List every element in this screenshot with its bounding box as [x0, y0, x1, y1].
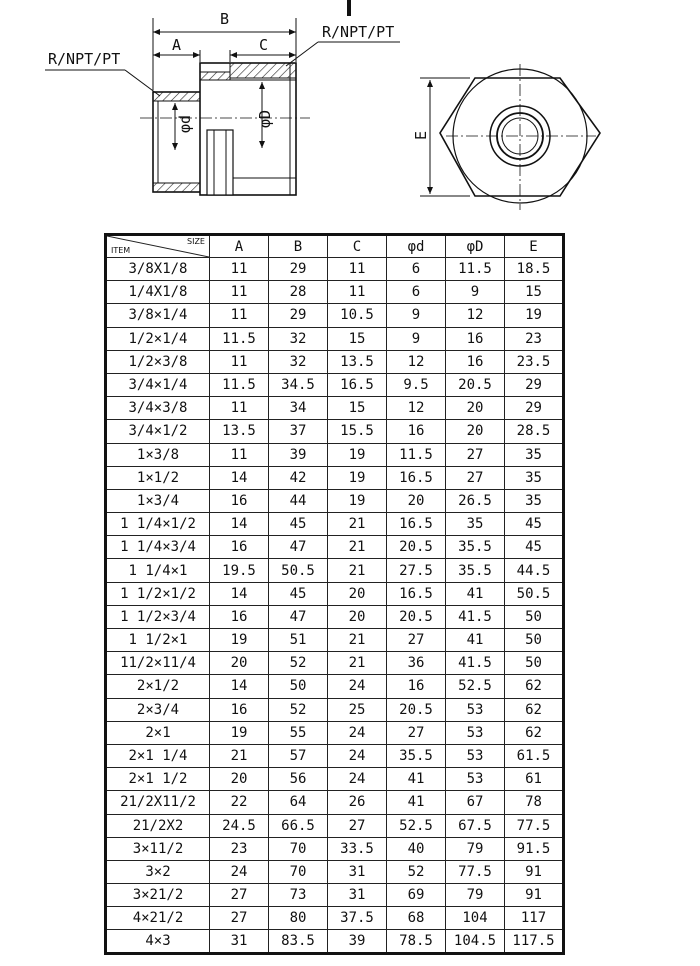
size-cell: 1 1/4×3/4: [106, 536, 210, 559]
table-row: [106, 466, 564, 489]
table-header-row: [106, 235, 564, 258]
col-header-d-small: φd: [387, 235, 446, 258]
value-cell: 21: [328, 513, 387, 536]
value-cell: 16: [446, 350, 505, 373]
value-cell: 23: [210, 837, 269, 860]
value-cell: 27.5: [387, 559, 446, 582]
value-cell: 50.5: [505, 582, 564, 605]
value-cell: 31: [328, 860, 387, 883]
value-cell: 6: [387, 258, 446, 281]
table-row: [106, 907, 564, 930]
table-row: [106, 327, 564, 350]
size-cell: 3/8×1/4: [106, 304, 210, 327]
value-cell: 91: [505, 860, 564, 883]
value-cell: 16: [210, 698, 269, 721]
value-cell: 62: [505, 675, 564, 698]
size-cell: 4×3: [106, 930, 210, 954]
spec-table-body: [106, 258, 564, 954]
value-cell: 53: [446, 721, 505, 744]
value-cell: 14: [210, 513, 269, 536]
value-cell: 11: [210, 281, 269, 304]
value-cell: 77.5: [505, 814, 564, 837]
value-cell: 15: [328, 327, 387, 350]
value-cell: 68: [387, 907, 446, 930]
value-cell: 20: [446, 397, 505, 420]
dim-a-label: A: [172, 36, 182, 54]
value-cell: 73: [269, 884, 328, 907]
value-cell: 20: [328, 582, 387, 605]
value-cell: 78: [505, 791, 564, 814]
table-row: [106, 536, 564, 559]
value-cell: 11.5: [446, 258, 505, 281]
value-cell: 62: [505, 698, 564, 721]
table-row: [106, 791, 564, 814]
value-cell: 53: [446, 768, 505, 791]
value-cell: 51: [269, 629, 328, 652]
size-cell: 3/4×3/8: [106, 397, 210, 420]
size-cell: 2×1: [106, 721, 210, 744]
value-cell: 16: [210, 605, 269, 628]
size-cell: 21/2X11/2: [106, 791, 210, 814]
side-view: [140, 63, 310, 195]
value-cell: 13.5: [210, 420, 269, 443]
value-cell: 9: [387, 304, 446, 327]
value-cell: 21: [328, 629, 387, 652]
value-cell: 16: [387, 420, 446, 443]
value-cell: 14: [210, 675, 269, 698]
value-cell: 24: [328, 721, 387, 744]
spec-table: [104, 233, 565, 955]
value-cell: 44.5: [505, 559, 564, 582]
value-cell: 52: [387, 860, 446, 883]
corner-size-label: SIZE: [187, 237, 205, 246]
size-cell: 1/4X1/8: [106, 281, 210, 304]
value-cell: 56: [269, 768, 328, 791]
value-cell: 16: [387, 675, 446, 698]
value-cell: 47: [269, 536, 328, 559]
value-cell: 37.5: [328, 907, 387, 930]
value-cell: 11: [210, 397, 269, 420]
value-cell: 29: [269, 304, 328, 327]
value-cell: 35: [505, 489, 564, 512]
value-cell: 41.5: [446, 652, 505, 675]
value-cell: 15: [505, 281, 564, 304]
value-cell: 66.5: [269, 814, 328, 837]
size-cell: 3/8X1/8: [106, 258, 210, 281]
table-row: [106, 605, 564, 628]
value-cell: 50: [269, 675, 328, 698]
value-cell: 24: [328, 744, 387, 767]
value-cell: 14: [210, 582, 269, 605]
value-cell: 37: [269, 420, 328, 443]
value-cell: 11: [210, 443, 269, 466]
value-cell: 52: [269, 698, 328, 721]
table-row: [106, 652, 564, 675]
value-cell: 16: [210, 489, 269, 512]
table-row: [106, 420, 564, 443]
value-cell: 29: [505, 397, 564, 420]
value-cell: 34: [269, 397, 328, 420]
value-cell: 39: [269, 443, 328, 466]
value-cell: 24: [328, 768, 387, 791]
table-row: [106, 930, 564, 954]
value-cell: 21: [328, 536, 387, 559]
value-cell: 41: [387, 768, 446, 791]
value-cell: 11.5: [387, 443, 446, 466]
value-cell: 26.5: [446, 489, 505, 512]
value-cell: 50: [505, 629, 564, 652]
value-cell: 41: [446, 629, 505, 652]
value-cell: 9.5: [387, 373, 446, 396]
value-cell: 19.5: [210, 559, 269, 582]
dim-d-large-label: φD: [256, 109, 274, 128]
value-cell: 41: [446, 582, 505, 605]
value-cell: 11: [210, 258, 269, 281]
size-cell: 1 1/4×1: [106, 559, 210, 582]
value-cell: 40: [387, 837, 446, 860]
value-cell: 53: [446, 744, 505, 767]
value-cell: 62: [505, 721, 564, 744]
table-row: [106, 814, 564, 837]
value-cell: 19: [210, 629, 269, 652]
table-row: [106, 837, 564, 860]
value-cell: 16.5: [387, 582, 446, 605]
table-row: [106, 350, 564, 373]
value-cell: 11: [210, 304, 269, 327]
value-cell: 24: [328, 675, 387, 698]
value-cell: 91: [505, 884, 564, 907]
table-row: [106, 304, 564, 327]
table-row: [106, 443, 564, 466]
dim-c-label: C: [259, 36, 269, 54]
value-cell: 10.5: [328, 304, 387, 327]
value-cell: 44: [269, 489, 328, 512]
value-cell: 20.5: [387, 536, 446, 559]
value-cell: 117: [505, 907, 564, 930]
value-cell: 27: [328, 814, 387, 837]
size-cell: 1 1/2×1/2: [106, 582, 210, 605]
value-cell: 35: [505, 466, 564, 489]
value-cell: 22: [210, 791, 269, 814]
thread-right-label: R/NPT/PT: [322, 23, 395, 41]
value-cell: 11: [210, 350, 269, 373]
technical-drawing: [0, 0, 700, 230]
value-cell: 16.5: [387, 466, 446, 489]
value-cell: 47: [269, 605, 328, 628]
size-cell: 2×1 1/2: [106, 768, 210, 791]
value-cell: 16.5: [328, 373, 387, 396]
value-cell: 52.5: [446, 675, 505, 698]
value-cell: 33.5: [328, 837, 387, 860]
value-cell: 16: [446, 327, 505, 350]
value-cell: 25: [328, 698, 387, 721]
value-cell: 20: [210, 652, 269, 675]
value-cell: 11.5: [210, 327, 269, 350]
table-row: [106, 489, 564, 512]
size-cell: 2×1 1/4: [106, 744, 210, 767]
value-cell: 53: [446, 698, 505, 721]
value-cell: 15: [328, 397, 387, 420]
value-cell: 52.5: [387, 814, 446, 837]
value-cell: 6: [387, 281, 446, 304]
value-cell: 20: [387, 489, 446, 512]
col-header-e: E: [505, 235, 564, 258]
size-cell: 3×2: [106, 860, 210, 883]
value-cell: 18.5: [505, 258, 564, 281]
value-cell: 28.5: [505, 420, 564, 443]
value-cell: 35: [446, 513, 505, 536]
value-cell: 67: [446, 791, 505, 814]
value-cell: 13.5: [328, 350, 387, 373]
table-row: [106, 559, 564, 582]
value-cell: 24: [210, 860, 269, 883]
value-cell: 16.5: [387, 513, 446, 536]
table-row: [106, 768, 564, 791]
table-row: [106, 860, 564, 883]
value-cell: 29: [505, 373, 564, 396]
value-cell: 35.5: [446, 536, 505, 559]
col-header-a: A: [210, 235, 269, 258]
value-cell: 27: [446, 466, 505, 489]
size-cell: 1 1/2×1: [106, 629, 210, 652]
table-row: [106, 675, 564, 698]
value-cell: 35: [505, 443, 564, 466]
value-cell: 45: [269, 582, 328, 605]
value-cell: 83.5: [269, 930, 328, 954]
col-header-c: C: [328, 235, 387, 258]
table-row: [106, 629, 564, 652]
value-cell: 77.5: [446, 860, 505, 883]
value-cell: 64: [269, 791, 328, 814]
value-cell: 50: [505, 652, 564, 675]
value-cell: 21: [328, 559, 387, 582]
value-cell: 23.5: [505, 350, 564, 373]
value-cell: 12: [387, 350, 446, 373]
size-cell: 3/4×1/2: [106, 420, 210, 443]
value-cell: 79: [446, 884, 505, 907]
table-row: [106, 744, 564, 767]
value-cell: 27: [210, 907, 269, 930]
value-cell: 55: [269, 721, 328, 744]
value-cell: 27: [446, 443, 505, 466]
size-cell: 1/2×3/8: [106, 350, 210, 373]
size-cell: 1×3/8: [106, 443, 210, 466]
value-cell: 27: [387, 721, 446, 744]
value-cell: 11: [328, 258, 387, 281]
value-cell: 26: [328, 791, 387, 814]
value-cell: 45: [269, 513, 328, 536]
value-cell: 117.5: [505, 930, 564, 954]
value-cell: 27: [210, 884, 269, 907]
value-cell: 11.5: [210, 373, 269, 396]
value-cell: 79: [446, 837, 505, 860]
table-row: [106, 582, 564, 605]
value-cell: 20.5: [387, 605, 446, 628]
value-cell: 61.5: [505, 744, 564, 767]
value-cell: 34.5: [269, 373, 328, 396]
value-cell: 36: [387, 652, 446, 675]
value-cell: 61: [505, 768, 564, 791]
value-cell: 28: [269, 281, 328, 304]
value-cell: 11: [328, 281, 387, 304]
table-row: [106, 884, 564, 907]
size-cell: 3×21/2: [106, 884, 210, 907]
size-cell: 1×1/2: [106, 466, 210, 489]
value-cell: 19: [328, 443, 387, 466]
col-header-b: B: [269, 235, 328, 258]
value-cell: 23: [505, 327, 564, 350]
value-cell: 45: [505, 536, 564, 559]
value-cell: 20.5: [446, 373, 505, 396]
size-cell: 1 1/4×1/2: [106, 513, 210, 536]
size-cell: 21/2X2: [106, 814, 210, 837]
value-cell: 50.5: [269, 559, 328, 582]
value-cell: 20: [446, 420, 505, 443]
value-cell: 91.5: [505, 837, 564, 860]
value-cell: 14: [210, 466, 269, 489]
value-cell: 9: [387, 327, 446, 350]
value-cell: 19: [328, 489, 387, 512]
corner-item-label: ITEM: [111, 246, 131, 255]
value-cell: 27: [387, 629, 446, 652]
value-cell: 32: [269, 350, 328, 373]
value-cell: 31: [328, 884, 387, 907]
value-cell: 70: [269, 837, 328, 860]
size-cell: 1×3/4: [106, 489, 210, 512]
value-cell: 70: [269, 860, 328, 883]
size-cell: 2×1/2: [106, 675, 210, 698]
top-marker: [347, 0, 351, 16]
end-view: [440, 64, 600, 210]
dim-b-label: B: [220, 10, 230, 28]
value-cell: 24.5: [210, 814, 269, 837]
value-cell: 12: [446, 304, 505, 327]
table-row: [106, 373, 564, 396]
size-cell: 11/2×11/4: [106, 652, 210, 675]
value-cell: 9: [446, 281, 505, 304]
table-row: [106, 721, 564, 744]
dim-d-small-label: φd: [176, 114, 194, 133]
value-cell: 21: [328, 652, 387, 675]
corner-header-cell: [106, 235, 210, 258]
size-cell: 3×11/2: [106, 837, 210, 860]
value-cell: 67.5: [446, 814, 505, 837]
value-cell: 104.5: [446, 930, 505, 954]
value-cell: 35.5: [446, 559, 505, 582]
size-cell: 1/2×1/4: [106, 327, 210, 350]
value-cell: 21: [210, 744, 269, 767]
table-row: [106, 698, 564, 721]
value-cell: 15.5: [328, 420, 387, 443]
size-cell: 1 1/2×3/4: [106, 605, 210, 628]
value-cell: 57: [269, 744, 328, 767]
size-cell: 2×3/4: [106, 698, 210, 721]
value-cell: 78.5: [387, 930, 446, 954]
value-cell: 31: [210, 930, 269, 954]
size-cell: 3/4×1/4: [106, 373, 210, 396]
value-cell: 45: [505, 513, 564, 536]
table-row: [106, 281, 564, 304]
value-cell: 16: [210, 536, 269, 559]
dim-e-label: E: [412, 130, 430, 140]
value-cell: 19: [505, 304, 564, 327]
value-cell: 80: [269, 907, 328, 930]
value-cell: 20: [210, 768, 269, 791]
value-cell: 19: [328, 466, 387, 489]
value-cell: 20.5: [387, 698, 446, 721]
thread-left-label: R/NPT/PT: [48, 50, 121, 68]
value-cell: 69: [387, 884, 446, 907]
value-cell: 41.5: [446, 605, 505, 628]
size-cell: 4×21/2: [106, 907, 210, 930]
value-cell: 20: [328, 605, 387, 628]
col-header-d-large: φD: [446, 235, 505, 258]
value-cell: 50: [505, 605, 564, 628]
value-cell: 52: [269, 652, 328, 675]
value-cell: 35.5: [387, 744, 446, 767]
value-cell: 32: [269, 327, 328, 350]
table-row: [106, 397, 564, 420]
value-cell: 42: [269, 466, 328, 489]
value-cell: 29: [269, 258, 328, 281]
value-cell: 12: [387, 397, 446, 420]
value-cell: 39: [328, 930, 387, 954]
value-cell: 19: [210, 721, 269, 744]
value-cell: 41: [387, 791, 446, 814]
table-row: [106, 258, 564, 281]
table-row: [106, 513, 564, 536]
value-cell: 104: [446, 907, 505, 930]
